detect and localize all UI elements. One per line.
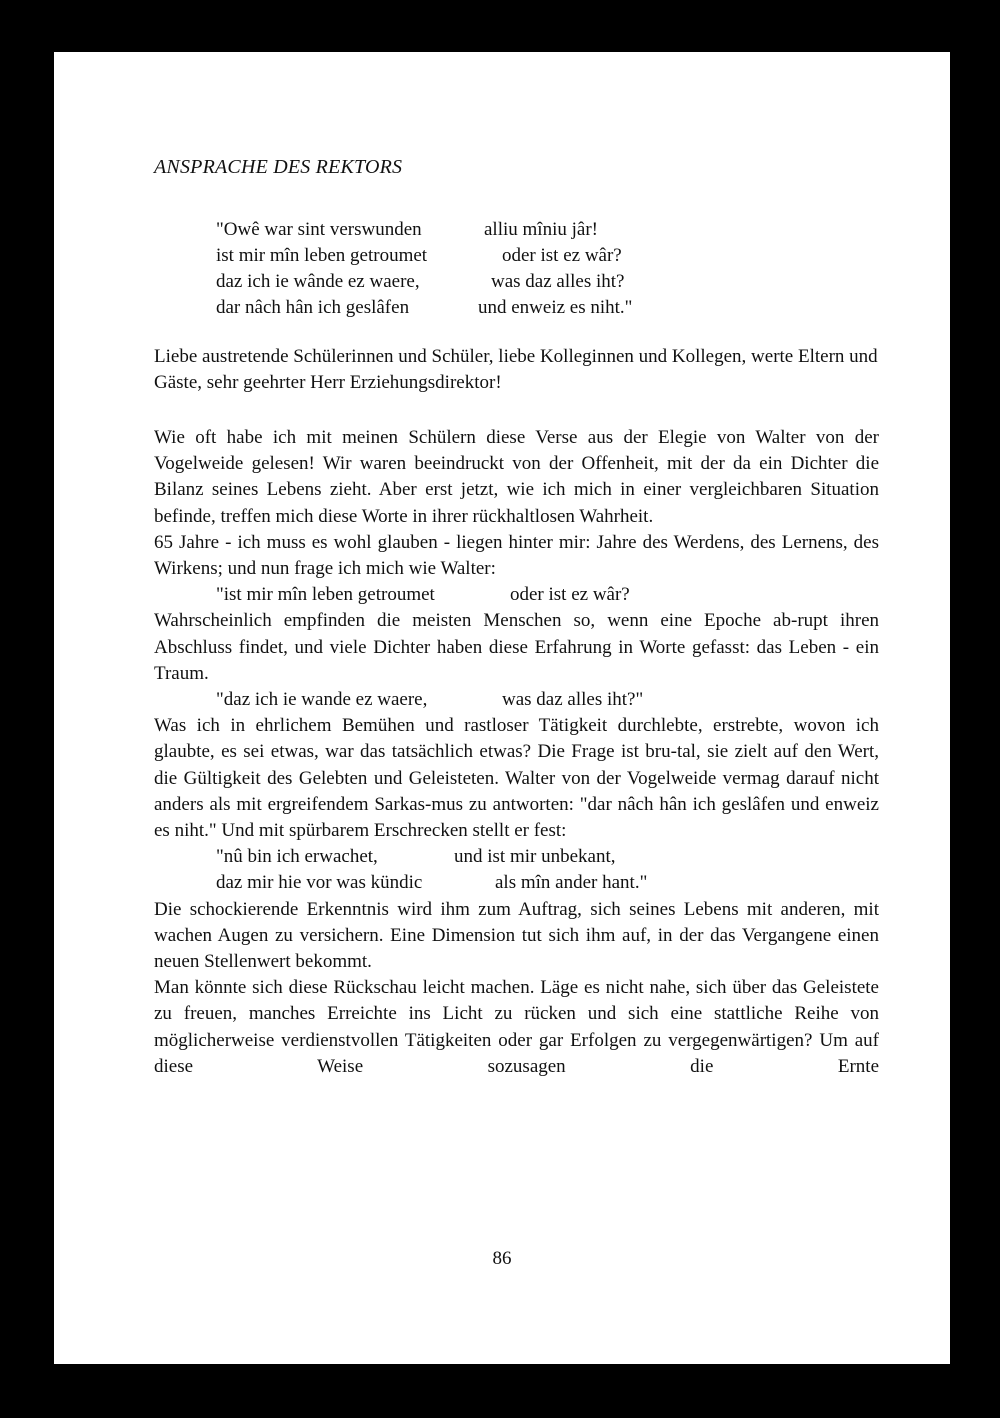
quote-second-half: was daz alles iht?" <box>502 689 644 711</box>
greeting-block <box>154 344 879 396</box>
paragraph: Wahrscheinlich empfinden die meisten Menschen so, wenn eine Epoche ab-rupt ihren Abschluss findet, und viele Dichter haben diese Erfahrung in Worte gefasst: das Leben - ein Traum. <box>154 610 879 684</box>
paragraph: Wie oft habe ich mit meinen Schülern diese Verse aus der Elegie von Walter von der Vogelweide gelesen! Wir waren beeindruckt von der Offenheit, mit der da ein Dichter die Bilanz seines Lebens zieht. Aber erst jetzt, wie ich mich in einer vergleichbaren Situation befinde, treffen mich diese Worte in ihrer rückhaltlosen Wahrheit. <box>154 427 879 527</box>
paragraph: Was ich in ehrlichem Bemühen und rastloser Tätigkeit durchlebte, erstrebte, wovon ich glaubte, es sei etwas, war das tatsächlich etwas? Die Frage ist bru-tal, sie zielt auf den Wert, die Gültigkeit des Gelebten und Geleisteten. Walter von der Vogelweide vermag darauf nicht anders als mit ergreifendem Sarkas-mus zu antworten: "dar nâch hân ich geslâfen und enweiz es niht." Und mit spürbarem Erschrecken stellt er fest: <box>154 715 879 842</box>
quote-first-half: daz mir hie vor was kündic <box>216 872 423 894</box>
verse-first-half: ist mir mîn leben getroumet <box>216 245 428 266</box>
quote-second-half: als mîn ander hant." <box>495 872 648 894</box>
quote-first-half: "ist mir mîn leben getroumet <box>216 584 435 606</box>
quote-line <box>154 844 879 870</box>
quote-line <box>154 687 879 713</box>
verse-line <box>216 243 622 269</box>
verse-line <box>216 295 633 321</box>
verse-second-half: oder ist ez wâr? <box>502 245 622 266</box>
quote-line <box>154 870 879 896</box>
verse-first-half: daz ich ie wânde ez waere, <box>216 271 420 292</box>
verse-first-half: "Owê war sint verswunden <box>216 219 422 240</box>
paragraph: Die schockierende Erkenntnis wird ihm zum Auftrag, sich seines Lebens mit anderen, mit wachen Augen zu versichern. Eine Dimension tut sich ihm auf, in der das Vergangene einen neuen Stellenwert bekommt. <box>154 898 879 972</box>
verse-line <box>216 217 598 243</box>
paragraph: Man könnte sich diese Rückschau leicht machen. Läge es nicht nahe, sich über das Geleistete zu freuen, manches Erreichte ins Licht zu rücken und sich eine stattliche Reihe von möglicherweise verdienstvollen Tätigkeiten oder gar Erfolgen zu vergegenwärtigen? Um auf diese Weise sozusagen die Ernte <box>154 977 879 1077</box>
main-body <box>154 425 879 1080</box>
opening-verse <box>216 217 633 321</box>
quote-line <box>154 582 879 608</box>
verse-first-half: dar nâch hân ich geslâfen <box>216 297 410 318</box>
page-title: ANSPRACHE DES REKTORS <box>154 156 403 178</box>
page-number: 86 <box>492 1248 512 1269</box>
quote-second-half: oder ist ez wâr? <box>510 584 630 606</box>
quote-first-half: "daz ich ie wande ez waere, <box>216 689 428 711</box>
quote-first-half: "nû bin ich erwachet, <box>216 846 378 868</box>
paragraph: 65 Jahre - ich muss es wohl glauben - liegen hinter mir: Jahre des Werdens, des Lernens, des Wirkens; und nun frage ich mich wie Walter: <box>154 531 879 580</box>
verse-second-half: alliu mîniu jâr! <box>484 219 598 240</box>
quote-second-half: und ist mir unbekant, <box>454 846 616 868</box>
document-page <box>54 52 950 1364</box>
greeting: Liebe austretende Schülerinnen und Schüler, liebe Kolleginnen und Kollegen, werte Eltern und Gäste, sehr geehrter Herr Erziehungsdirektor! <box>154 346 878 394</box>
verse-second-half: und enweiz es niht." <box>478 297 633 318</box>
verse-second-half: was daz alles iht? <box>491 271 625 292</box>
verse-line <box>216 269 625 295</box>
